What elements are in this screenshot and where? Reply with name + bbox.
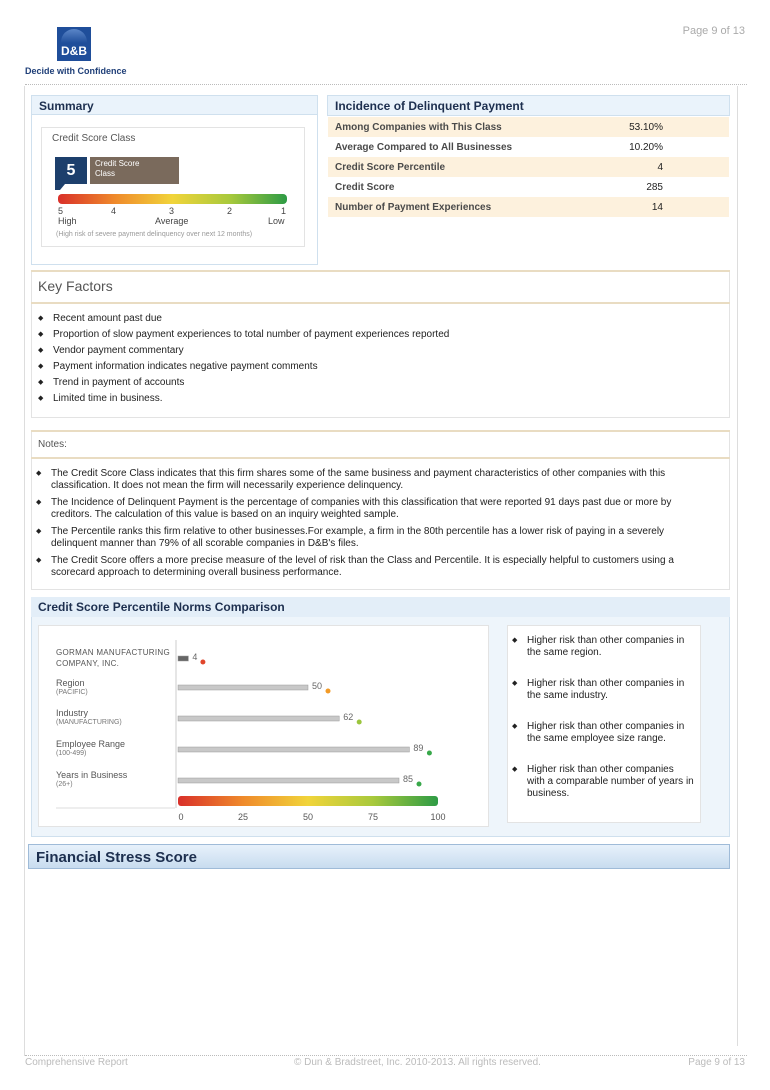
scale-note: (High risk of severe payment delinquency over next 12 months) (56, 231, 253, 238)
norms-title: Credit Score Percentile Norms Comparison (31, 597, 730, 617)
logo-text: D&B (61, 44, 87, 58)
credit-score-class-title: Credit Score Class (52, 133, 136, 144)
row-label-sub: (MANUFACTURING) (56, 719, 122, 726)
footer-center: © Dun & Bradstreet, Inc. 2010-2013. All rights reserved. (294, 1057, 541, 1068)
scale-low-label: Low (268, 216, 285, 226)
scale-num-4: 4 (111, 206, 117, 216)
list-item: ◆ The Incidence of Delinquent Payment is the percentage of companies with this classification that were reported 91 days past due or more by creditors. The calculation of this value is based on an inquiry weighted sample. (36, 497, 696, 521)
row-label-sub: (PACIFIC) (56, 689, 88, 696)
row-label-years-in-business (56, 770, 176, 788)
summary-title: Summary (31, 95, 318, 115)
financial-stress-title: Financial Stress Score (28, 844, 730, 869)
class-tag-line1: Credit Score (95, 159, 140, 168)
row-label-main: GORMAN MANUFACTURING COMPANY, INC. (56, 648, 170, 668)
list-item: ◆ The Credit Score offers a more precise measure of the level of risk than the Class and Percentile. It is especially helpful to customers using a scorecard approach to determining overall business performance. (36, 555, 696, 579)
percentile-value-label: 4 (192, 652, 198, 662)
incidence-value: 10.20% (629, 141, 663, 153)
row-label-employee-range (56, 739, 176, 757)
list-item: ◆ Higher risk than other companies with a comparable number of years in business. (512, 764, 694, 800)
incidence-table (328, 117, 729, 217)
class-tag (90, 157, 179, 184)
scale-num-2: 2 (227, 206, 233, 216)
incidence-label: Average Compared to All Businesses (335, 141, 513, 153)
incidence-value: 14 (601, 197, 670, 217)
notes-title: Notes: (31, 430, 730, 459)
table-row (328, 117, 729, 137)
list-item: ◆ Limited time in business. (38, 393, 718, 405)
norms-bullets (512, 635, 694, 800)
percentile-scale-bar (178, 796, 438, 806)
x-tick-label: 75 (367, 812, 379, 822)
incidence-value: 4 (601, 157, 670, 177)
list-item: ◆ Higher risk than other companies in the same employee size range. (512, 721, 694, 745)
row-label-main: Region (56, 678, 85, 688)
incidence-value: 285 (646, 181, 663, 193)
badge-pointer (55, 184, 65, 190)
x-tick-label: 100 (430, 812, 446, 822)
table-row (328, 157, 729, 177)
list-item: ◆ Higher risk than other companies in the same industry. (512, 678, 694, 702)
dnb-logo (57, 27, 91, 61)
table-row (328, 137, 729, 157)
left-margin-line (24, 86, 25, 1056)
percentile-value-label: 85 (403, 774, 414, 784)
row-label-main: Industry (56, 708, 89, 718)
row-label-region (56, 678, 176, 696)
scale-num-5: 5 (58, 206, 64, 216)
list-item: ◆ The Percentile ranks this firm relative to other businesses.For example, a firm in the 80th percentile has a lower risk of paying in a severely delinquent manner than 79% of all scorable companies in D&B's files. (36, 526, 696, 550)
list-item: ◆ Proportion of slow payment experiences to total number of payment experiences reported (38, 329, 718, 341)
row-label-industry (56, 708, 176, 726)
list-item: ◆ Recent amount past due (38, 313, 718, 325)
incidence-label: Among Companies with This Class (328, 117, 601, 137)
class-tag-line2: Class (95, 169, 116, 178)
tagline: Decide with Confidence (25, 66, 127, 76)
key-factors-list (38, 313, 718, 405)
table-row (328, 177, 729, 197)
row-label-main: Employee Range (56, 739, 126, 749)
row-label-main: Years in Business (56, 770, 128, 780)
incidence-label: Credit Score Percentile (328, 157, 601, 177)
x-tick-label: 50 (302, 812, 314, 822)
row-label-company (56, 647, 176, 669)
percentile-value-label: 62 (343, 712, 354, 722)
globe-icon (61, 29, 87, 43)
incidence-label: Number of Payment Experiences (328, 197, 601, 217)
scale-num-1: 1 (281, 206, 287, 216)
list-item: ◆ Payment information indicates negative payment comments (38, 361, 718, 373)
class-scale-bar (58, 194, 287, 204)
list-item: ◆ The Credit Score Class indicates that this firm shares some of the same business and payment characteristics of other companies with this classification. It does not mean the firm will necessarily experience delinquency. (36, 468, 696, 492)
credit-score-class-box (41, 127, 305, 247)
incidence-value: 53.10% (601, 117, 670, 137)
notes-list (36, 468, 696, 579)
row-label-sub: (100-499) (56, 750, 87, 757)
footer-left: Comprehensive Report (25, 1057, 128, 1068)
header-divider (25, 84, 747, 85)
table-row (328, 197, 729, 217)
right-margin-line (737, 86, 738, 1046)
footer-right: Page 9 of 13 (688, 1057, 745, 1068)
percentile-value-label: 50 (312, 681, 323, 691)
scale-average-label: Average (155, 216, 189, 226)
x-tick-label: 0 (178, 812, 184, 822)
scale-high-label: High (58, 216, 77, 226)
list-item: ◆ Higher risk than other companies in the same region. (512, 635, 694, 659)
class-value-badge: 5 (55, 157, 87, 184)
key-factors-title: Key Factors (31, 270, 730, 304)
list-item: ◆ Vendor payment commentary (38, 345, 718, 357)
footer-divider (25, 1055, 747, 1056)
row-label-sub: (26+) (56, 781, 73, 788)
list-item: ◆ Trend in payment of accounts (38, 377, 718, 389)
page-number-top: Page 9 of 13 (682, 25, 745, 37)
x-tick-label: 25 (237, 812, 249, 822)
percentile-value-label: 89 (413, 743, 424, 753)
incidence-label: Credit Score (335, 181, 395, 193)
incidence-title: Incidence of Delinquent Payment (327, 95, 730, 116)
scale-num-3: 3 (169, 206, 175, 216)
